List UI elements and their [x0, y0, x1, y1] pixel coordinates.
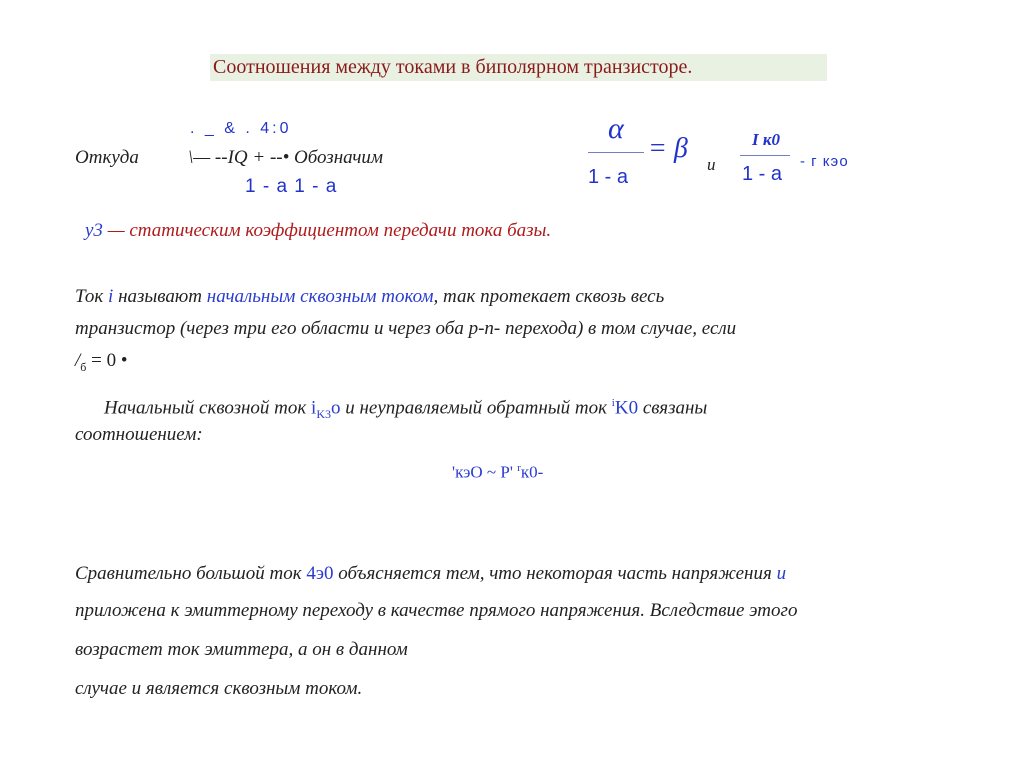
paragraph3-line3: возрастет ток эмиттера, а он в данном	[75, 639, 408, 660]
formula2-right-part: - г кэо	[800, 153, 849, 170]
formula1-middle-row: \— --IQ + --• Обозначим	[188, 147, 384, 168]
paragraph3-line2: приложена к эмиттерному переходу в качестве прямого напряжения. Вследствие этого	[75, 600, 798, 621]
fraction-line-1	[588, 152, 644, 153]
ik0-label: I к0	[752, 130, 780, 149]
paragraph2-line2: соотношением:	[75, 424, 203, 445]
paragraph1-line2: транзистор (через три его области и через оба р-п- перехода) в том случае, если	[75, 318, 737, 339]
page-title: Соотношения между токами в биполярном транзисторе.	[213, 56, 693, 78]
formula1-label: Откуда	[75, 147, 139, 168]
paragraph1-line3: $/_б = 0$ •	[75, 350, 128, 374]
denominator-1: 1 - a	[588, 166, 629, 188]
formula1-top-row: . _ & . 4:0	[190, 120, 292, 137]
beta-definition: у3 — статическим коэффициентом передачи тока базы.	[85, 220, 552, 241]
paragraph2-line1: Начальный сквозной ток $i_{K3}о$ и неуправляемый обратный ток $^i$K0 связаны	[104, 397, 708, 422]
alpha-symbol: α	[608, 112, 624, 145]
paragraph3-line4: случае и является сквозным током.	[75, 678, 363, 699]
formula1-bottom-row: 1 - a 1 - a	[245, 176, 338, 197]
equals-beta: = β	[648, 133, 688, 164]
denominator-2: 1 - a	[742, 163, 783, 185]
paragraph1-line1: Ток i называют начальным сквозным током, так протекает сквозь весь	[75, 286, 665, 307]
fraction-line-2	[740, 155, 790, 156]
paragraph3-line1: Сравнительно большой ток 4э0 объясняется тем, что некоторая часть напряжения и	[75, 563, 787, 584]
conjunction-and: и	[707, 155, 716, 174]
paragraph2-formula: 'кэО ~ Р' $^r$к0-	[452, 462, 544, 482]
